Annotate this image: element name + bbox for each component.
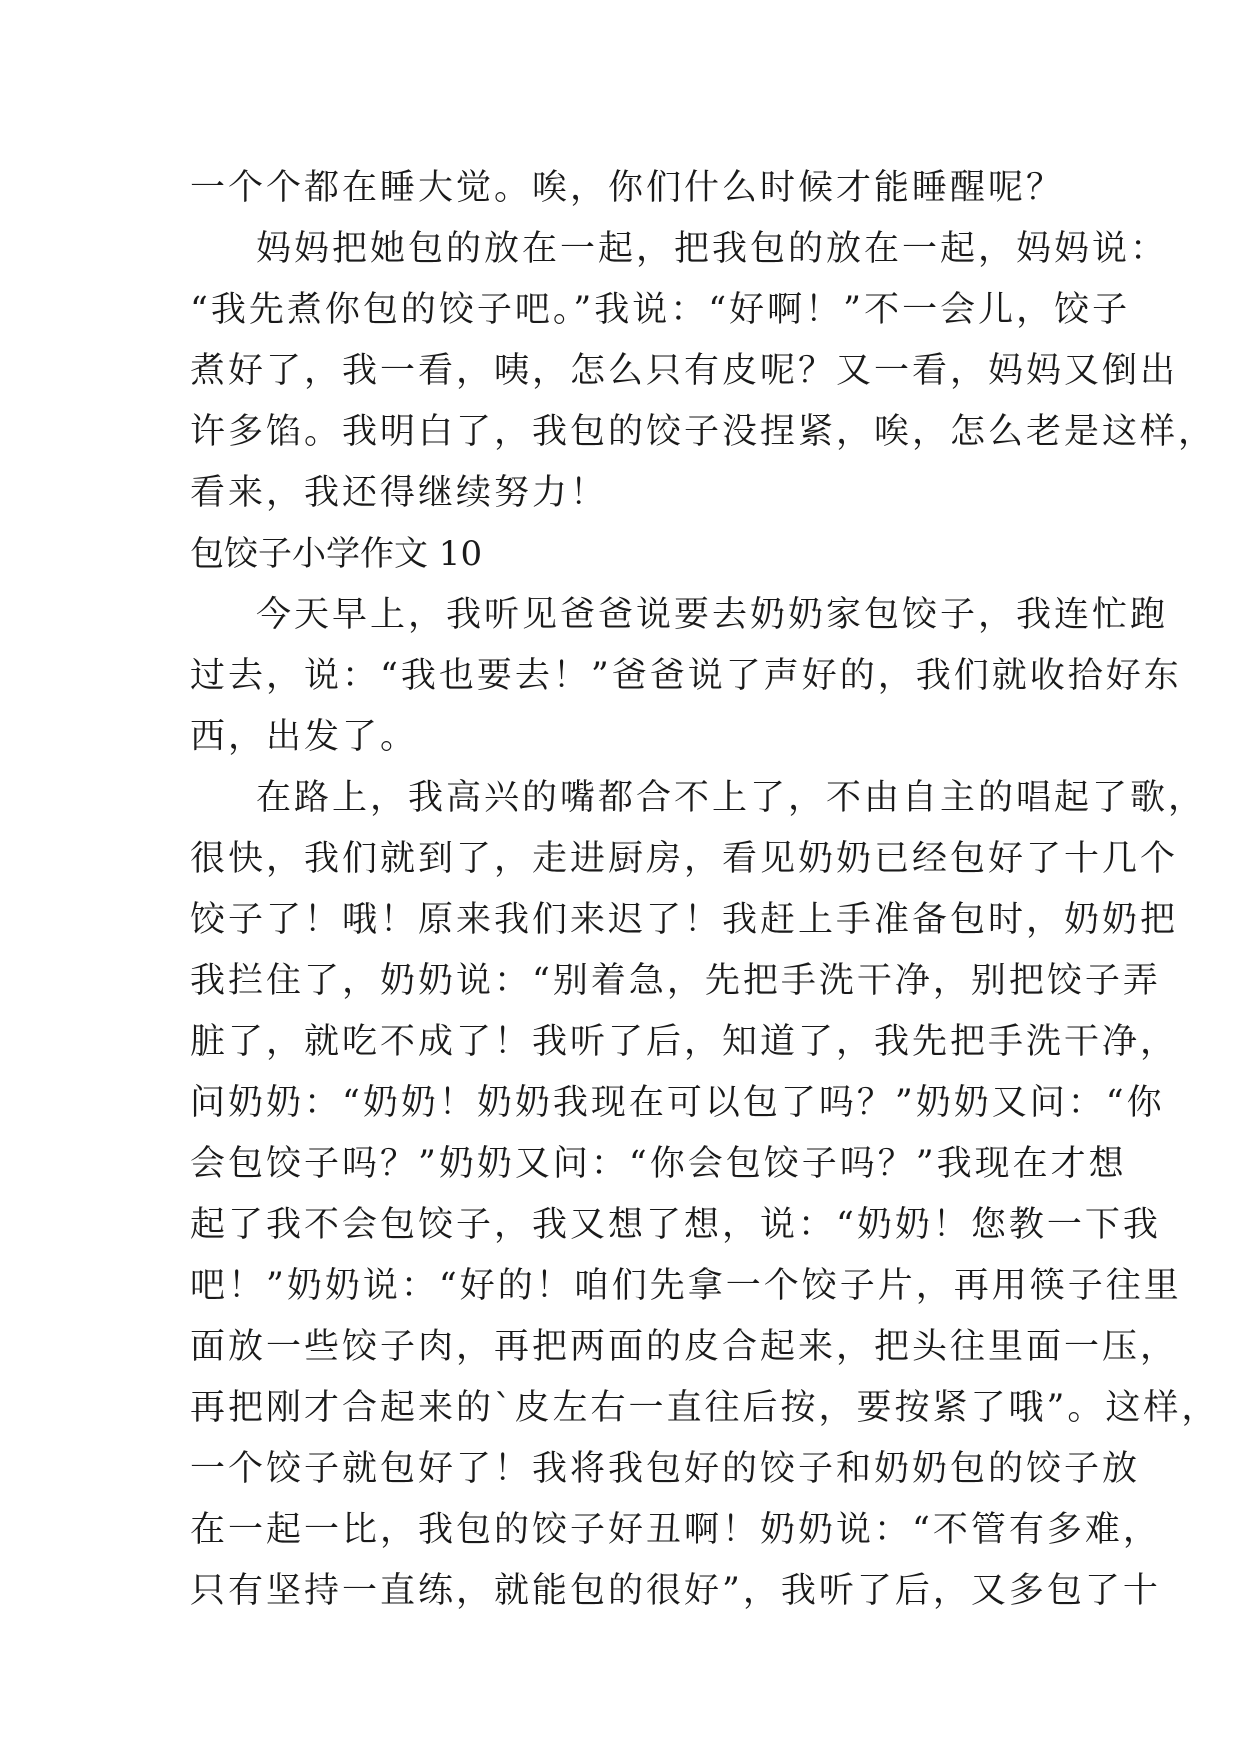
paragraph-start-line: 妈妈把她包的放在一起，把我包的放在一起，妈妈说： — [256, 229, 1169, 269]
text-line: 会包饺子吗？”奶奶又问：“你会包饺子吗？”我现在才想 — [190, 1144, 1127, 1184]
text-line: “我先煮你包的饺子吧。”我说：“好啊！”不一会儿，饺子 — [190, 290, 1131, 330]
text-line: 饺子了！哦！原来我们来迟了！我赶上手准备包时，奶奶把 — [190, 900, 1179, 940]
text-line: 再把刚才合起来的`皮左右一直往后按，要按紧了哦”。这样， — [190, 1388, 1220, 1428]
text-line: 看来，我还得继续努力！ — [190, 473, 609, 513]
paragraph-start-line: 今天早上，我听见爸爸说要去奶奶家包饺子，我连忙跑 — [256, 595, 1169, 635]
text-line: 一个饺子就包好了！我将我包好的饺子和奶奶包的饺子放 — [190, 1449, 1141, 1489]
text-line: 一个个都在睡大觉。唉，你们什么时候才能睡醒呢？ — [190, 168, 1065, 208]
text-line: 面放一些饺子肉，再把两面的皮合起来，把头往里面一压， — [190, 1327, 1179, 1367]
text-line: 过去，说：“我也要去！”爸爸说了声好的，我们就收拾好东 — [190, 656, 1182, 696]
text-line: 只有坚持一直练，就能包的很好”，我听了后，又多包了十 — [190, 1571, 1161, 1611]
essay-heading: 包饺子小学作文 10 — [190, 534, 483, 574]
paragraph-start-line: 在路上，我高兴的嘴都合不上了，不由自主的唱起了歌， — [256, 778, 1207, 818]
text-line: 煮好了，我一看，咦，怎么只有皮呢？又一看，妈妈又倒出 — [190, 351, 1179, 391]
text-line: 很快，我们就到了，走进厨房，看见奶奶已经包好了十几个 — [190, 839, 1179, 879]
text-line: 脏了，就吃不成了！我听了后，知道了，我先把手洗干净， — [190, 1022, 1179, 1062]
text-line: 起了我不会包饺子，我又想了想，说：“奶奶！您教一下我 — [190, 1205, 1161, 1245]
text-line: 我拦住了，奶奶说：“别着急，先把手洗干净，别把饺子弄 — [190, 961, 1161, 1001]
text-line: 问奶奶：“奶奶！奶奶我现在可以包了吗？”奶奶又问：“你 — [190, 1083, 1165, 1123]
text-line: 西，出发了。 — [190, 717, 419, 757]
text-line: 许多馅。我明白了，我包的饺子没捏紧，唉，怎么老是这样， — [190, 412, 1217, 452]
document-body — [190, 158, 1220, 1622]
text-line: 在一起一比，我包的饺子好丑啊！奶奶说：“不管有多难， — [190, 1510, 1161, 1550]
text-line: 吧！”奶奶说：“好的！咱们先拿一个饺子片，再用筷子往里 — [190, 1266, 1182, 1306]
